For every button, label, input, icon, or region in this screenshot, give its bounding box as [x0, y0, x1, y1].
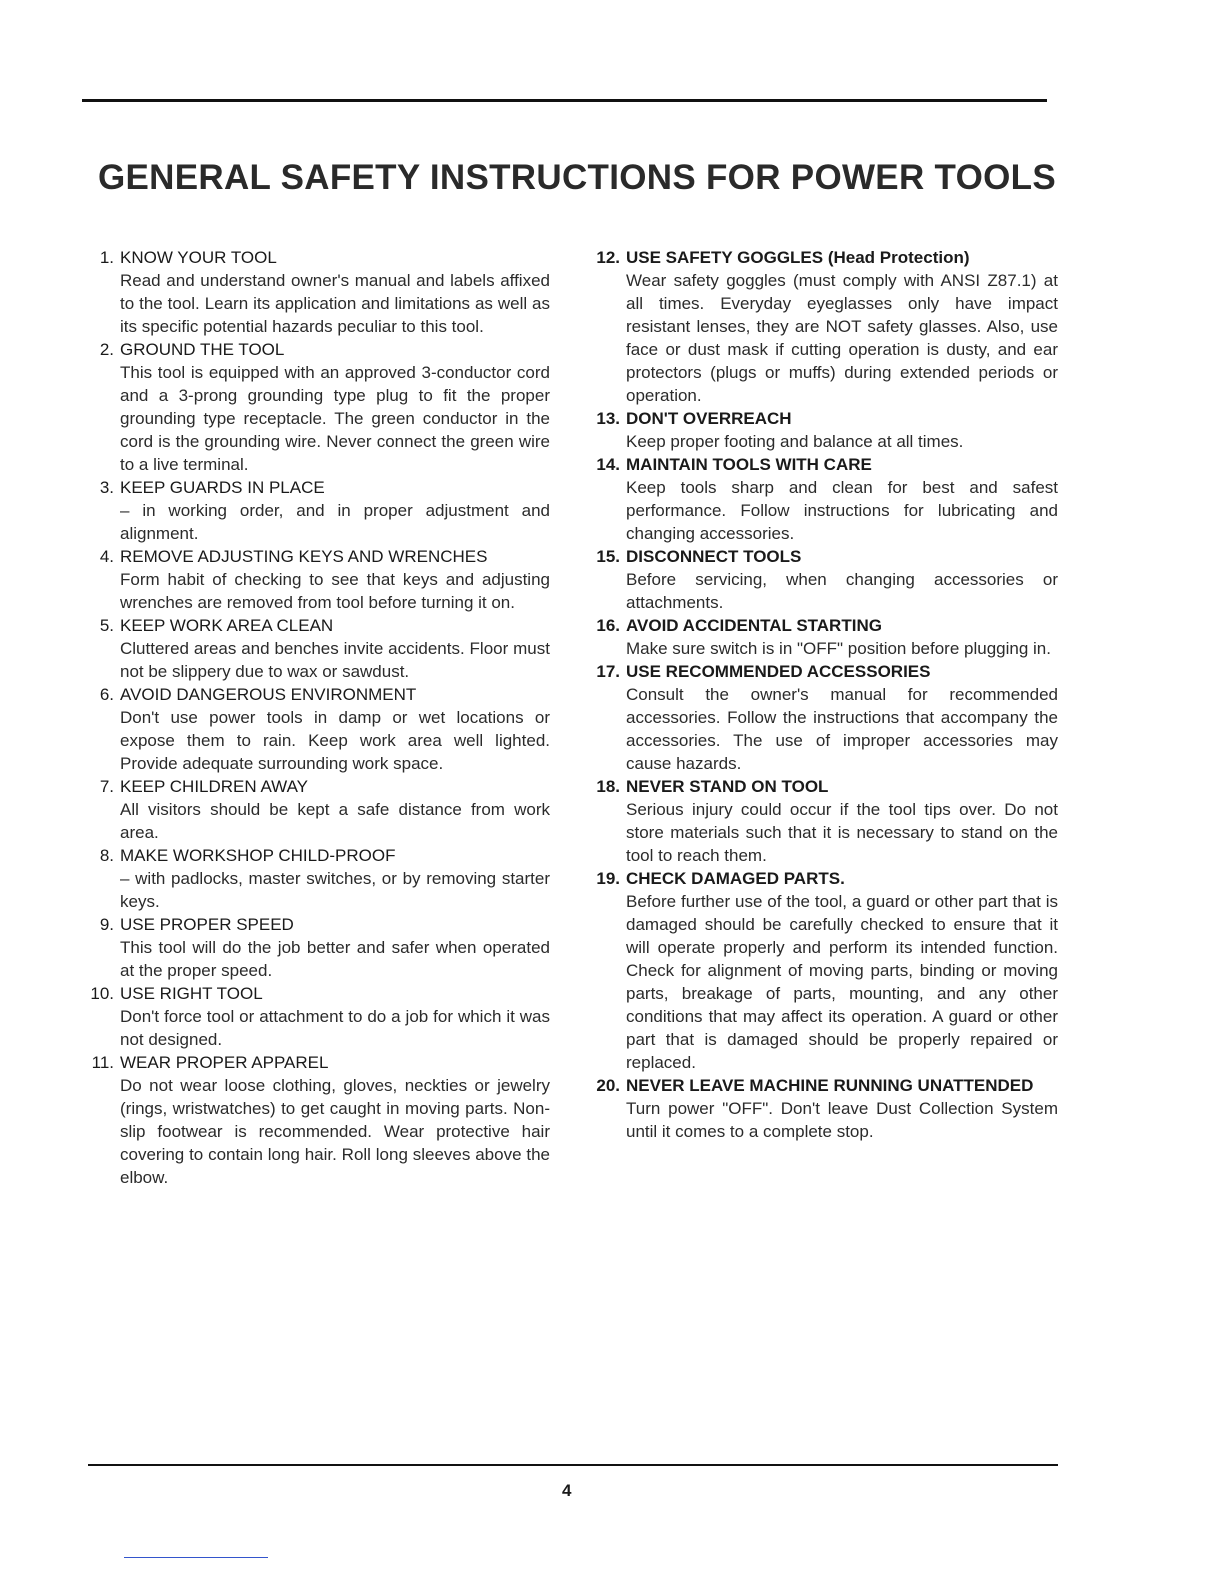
item-heading: KNOW YOUR TOOL [120, 248, 277, 267]
item-body: This tool is equipped with an approved 3-conductor cord and a 3-prong grounding type plug to fit the proper grounding type receptacle. The green conductor in the cord is the grounding wire. Never connect the green wire to a live terminal. [120, 363, 550, 474]
top-divider [82, 99, 1047, 102]
item-body: Don't force tool or attachment to do a job for which it was not designed. [120, 1007, 550, 1049]
item-number: 10. [90, 984, 114, 1003]
instruction-item [586, 545, 1058, 614]
item-body: Keep tools sharp and clean for best and safest performance. Follow instructions for lubricating and changing accessories. [626, 478, 1058, 543]
item-heading: MAKE WORKSHOP CHILD-PROOF [120, 846, 396, 865]
item-body: Make sure switch is in "OFF" position before plugging in. [626, 639, 1051, 658]
item-heading: AVOID ACCIDENTAL STARTING [626, 616, 882, 635]
item-heading: KEEP CHILDREN AWAY [120, 777, 308, 796]
item-heading: KEEP GUARDS IN PLACE [120, 478, 325, 497]
item-number: 9. [99, 915, 114, 934]
instruction-item [586, 246, 1058, 407]
instruction-item [586, 775, 1058, 867]
item-heading: DISCONNECT TOOLS [626, 547, 802, 566]
item-heading: MAINTAIN TOOLS WITH CARE [626, 455, 872, 474]
item-heading: USE RECOMMENDED ACCESSORIES [626, 662, 931, 681]
item-body: – in working order, and in proper adjustment and alignment. [120, 501, 550, 543]
instruction-item [586, 867, 1058, 1074]
item-number: 14. [596, 455, 620, 474]
item-heading: AVOID DANGEROUS ENVIRONMENT [120, 685, 417, 704]
item-heading: DON'T OVERREACH [626, 409, 792, 428]
instruction-item [586, 453, 1058, 545]
item-number: 7. [99, 777, 114, 796]
page-title: GENERAL SAFETY INSTRUCTIONS FOR POWER TOOLS [98, 158, 1056, 197]
item-number: 4. [99, 547, 114, 566]
bottom-divider [88, 1464, 1058, 1466]
instruction-item [80, 338, 550, 476]
item-body: Don't use power tools in damp or wet locations or expose them to rain. Keep work area well lighted. Provide adequate surrounding work space. [120, 708, 550, 773]
item-body: All visitors should be kept a safe distance from work area. [120, 800, 550, 842]
instruction-item [80, 683, 550, 775]
item-body: Before further use of the tool, a guard or other part that is damaged should be carefully checked to ensure that it will operate properly and perform its intended function. Check for alignment of moving parts, binding or moving parts, breakage of parts, mounting, and any other conditions that may affect its operation. A guard or other part that is damaged should be properly repaired or replaced. [626, 892, 1058, 1072]
item-heading: NEVER STAND ON TOOL [626, 777, 829, 796]
item-body: – with padlocks, master switches, or by removing starter keys. [120, 869, 550, 911]
item-number: 17. [596, 662, 620, 681]
left-column [80, 246, 550, 1189]
item-body: Before servicing, when changing accessories or attachments. [626, 570, 1058, 612]
item-number: 16. [596, 616, 620, 635]
item-heading: REMOVE ADJUSTING KEYS AND WRENCHES [120, 547, 488, 566]
instruction-item [80, 1051, 550, 1189]
item-heading: USE PROPER SPEED [120, 915, 294, 934]
page-number: 4 [562, 1481, 572, 1500]
item-number: 20. [596, 1076, 620, 1095]
item-number: 13. [596, 409, 620, 428]
item-number: 15. [596, 547, 620, 566]
item-number: 8. [99, 846, 114, 865]
item-number: 19. [596, 869, 620, 888]
instruction-item [586, 614, 1058, 660]
item-heading: NEVER LEAVE MACHINE RUNNING UNATTENDED [626, 1076, 1034, 1095]
item-heading: KEEP WORK AREA CLEAN [120, 616, 334, 635]
item-number: 1. [99, 248, 114, 267]
item-body: Do not wear loose clothing, gloves, neckties or jewelry (rings, wristwatches) to get caught in moving parts. Non-slip footwear is recommended. Wear protective hair covering to contain long hair. Roll long sleeves above the elbow. [120, 1076, 550, 1187]
item-body: Serious injury could occur if the tool tips over. Do not store materials such that it is necessary to stand on the tool to reach them. [626, 800, 1058, 865]
item-body: Turn power "OFF". Don't leave Dust Collection System until it comes to a complete stop. [626, 1099, 1058, 1141]
item-body: Keep proper footing and balance at all times. [626, 432, 964, 451]
item-heading: GROUND THE TOOL [120, 340, 285, 359]
item-body: Consult the owner's manual for recommended accessories. Follow the instructions that accompany the accessories. The use of improper accessories may cause hazards. [626, 685, 1058, 773]
item-body: Form habit of checking to see that keys and adjusting wrenches are removed from tool before turning it on. [120, 570, 550, 612]
item-body: Read and understand owner's manual and labels affixed to the tool. Learn its application and limitations as well as its specific potential hazards peculiar to this tool. [120, 271, 550, 336]
instruction-item [586, 660, 1058, 775]
instruction-item [586, 1074, 1058, 1143]
instruction-item [80, 545, 550, 614]
instruction-item [80, 614, 550, 683]
instruction-item [80, 476, 550, 545]
item-number: 12. [596, 248, 620, 267]
right-column [586, 246, 1058, 1143]
instruction-item [80, 844, 550, 913]
instruction-item [80, 775, 550, 844]
corner-mark [124, 1557, 268, 1558]
item-heading: USE RIGHT TOOL [120, 984, 263, 1003]
item-body: Wear safety goggles (must comply with ANSI Z87.1) at all times. Everyday eyeglasses only have impact resistant lenses, they are NOT safety glasses. Also, use face or dust mask if cutting operation is dusty, and ear protectors (plugs or muffs) during extended periods or operation. [626, 271, 1058, 405]
item-heading: CHECK DAMAGED PARTS. [626, 869, 845, 888]
item-number: 18. [596, 777, 620, 796]
item-number: 3. [99, 478, 114, 497]
instruction-item [80, 246, 550, 338]
instruction-item [80, 982, 550, 1051]
item-number: 2. [99, 340, 114, 359]
item-number: 5. [99, 616, 114, 635]
instruction-item [80, 913, 550, 982]
item-heading: WEAR PROPER APPAREL [120, 1053, 329, 1072]
item-number: 6. [99, 685, 114, 704]
item-heading: USE SAFETY GOGGLES (Head Protection) [626, 248, 970, 267]
instruction-item [586, 407, 1058, 453]
item-body: This tool will do the job better and safer when operated at the proper speed. [120, 938, 550, 980]
item-number: 11. [91, 1053, 114, 1072]
item-body: Cluttered areas and benches invite accidents. Floor must not be slippery due to wax or sawdust. [120, 639, 550, 681]
